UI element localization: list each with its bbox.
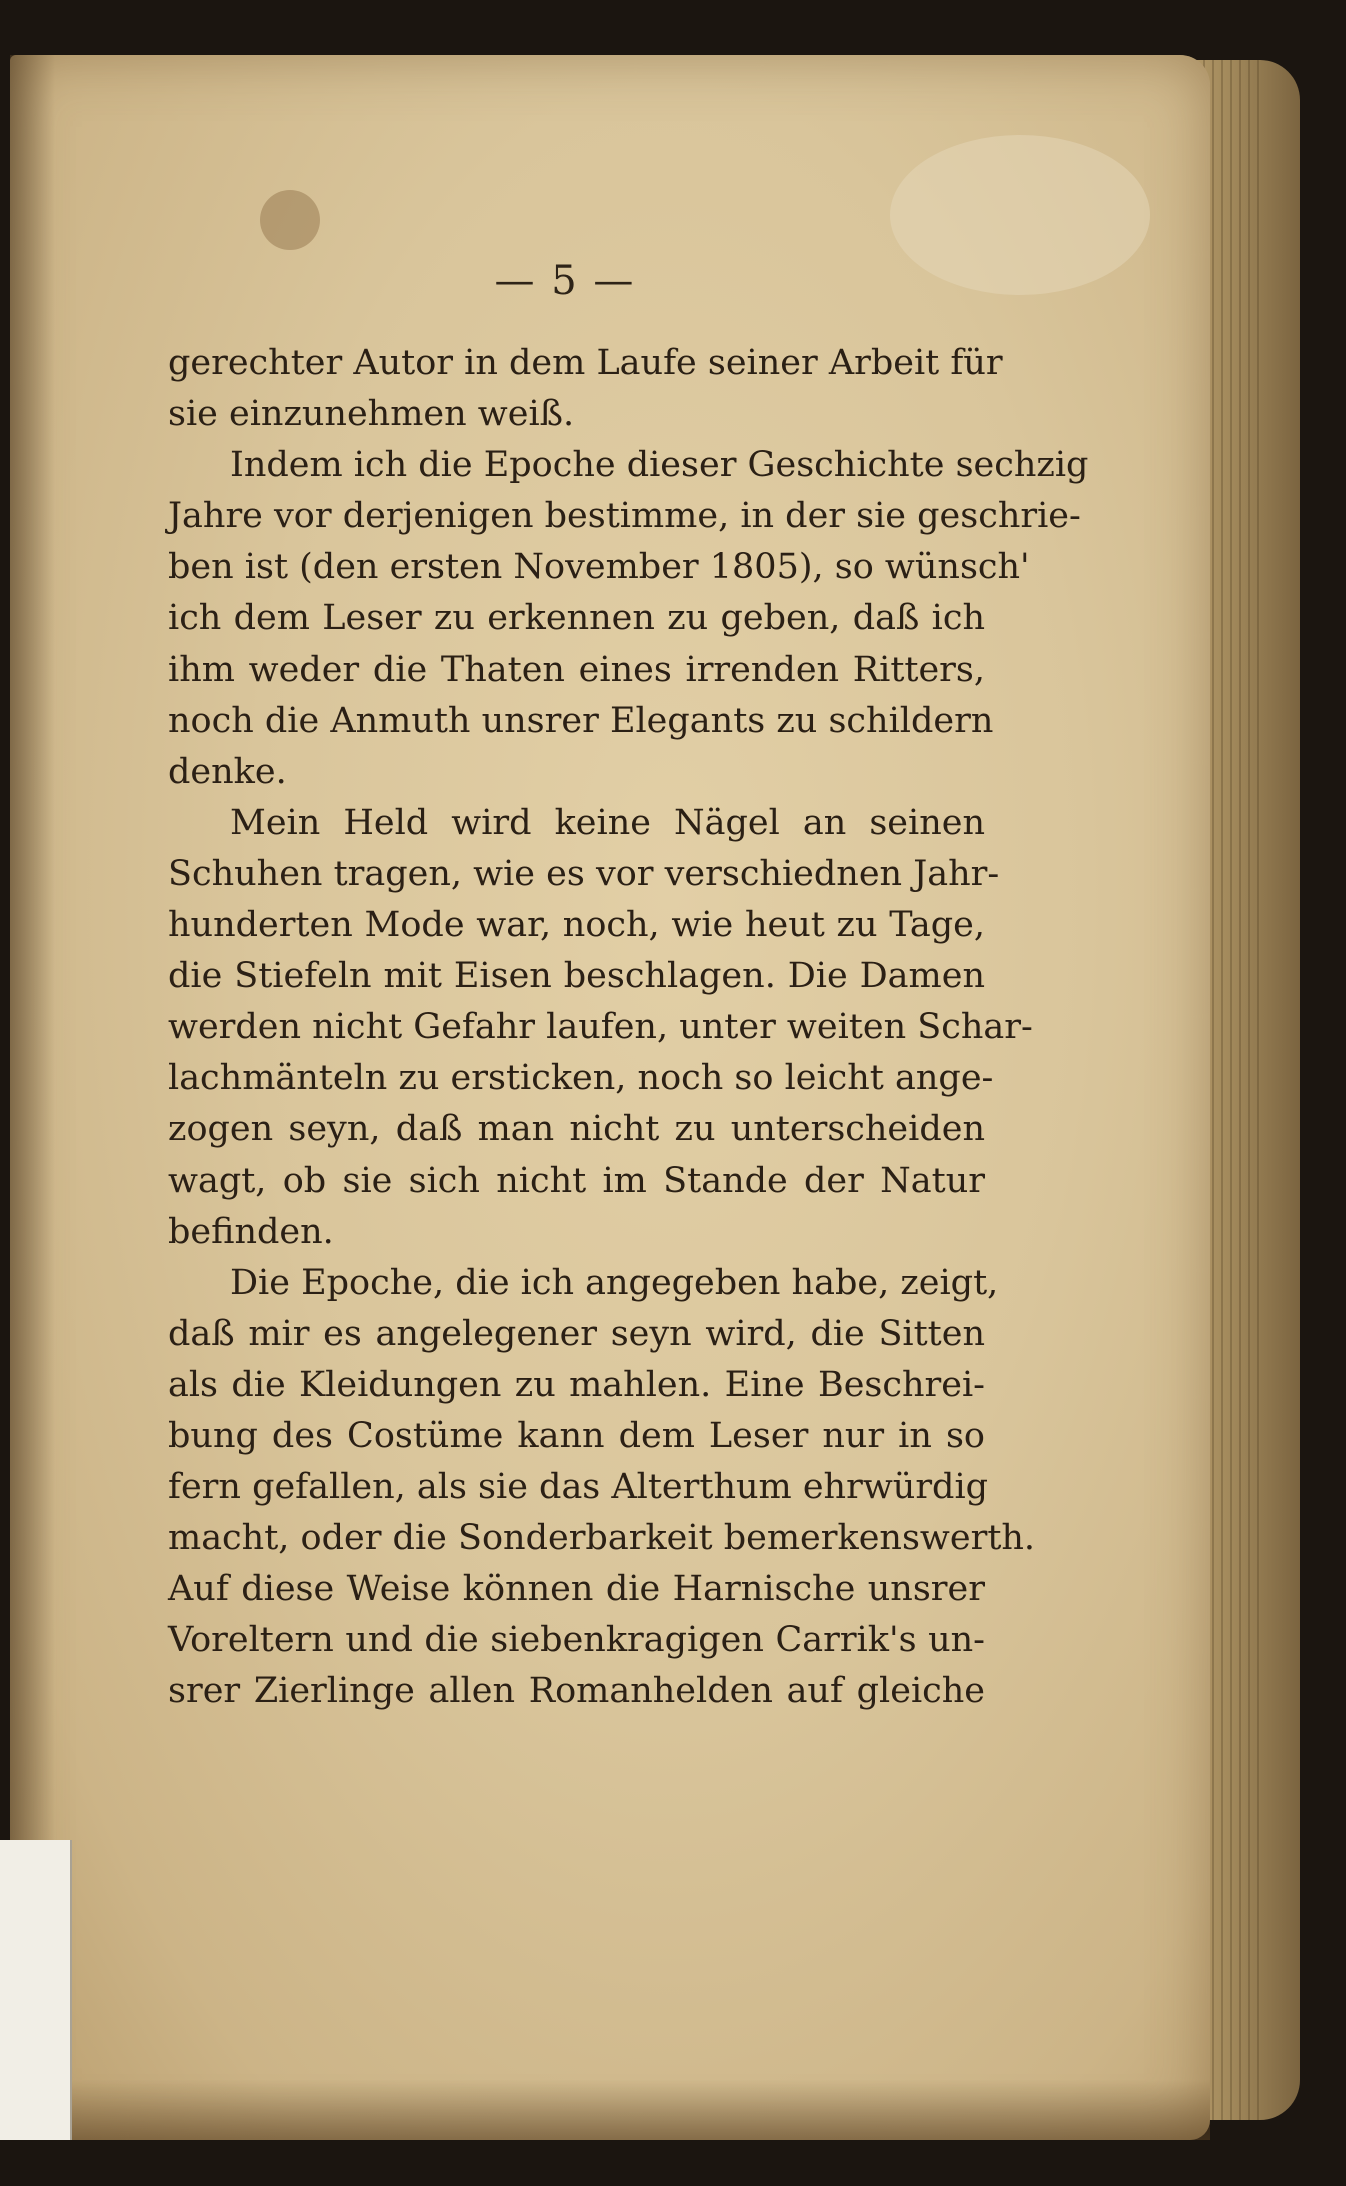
text-line: als die Kleidungen zu mahlen. Eine Beschrei-: [168, 1364, 985, 1405]
ink-stain: [260, 190, 320, 250]
page-gutter: [10, 55, 55, 2140]
text-line: gerechter Autor in dem Laufe seiner Arbeit für: [168, 343, 1003, 383]
text-line: denke.: [168, 751, 287, 792]
text-line: srer Zierlinge allen Romanhelden auf gleiche: [168, 1671, 985, 1712]
text-line: Indem ich die Epoche dieser Geschichte sechzig: [230, 445, 1089, 486]
text-line: macht, oder die Sonderbarkeit bemerkenswerth.: [168, 1518, 1036, 1559]
text-line: ben ist (den ersten November 1805), so wünsch': [168, 547, 1030, 588]
text-line: daß mir es angelegener seyn wird, die Sitten: [168, 1313, 985, 1354]
text-line: ihm weder die Thaten eines irrenden Ritters,: [168, 649, 985, 690]
text-line: zogen seyn, daß man nicht zu unterscheiden: [168, 1109, 985, 1150]
text-line: ich dem Leser zu erkennen zu geben, daß ich: [168, 598, 985, 639]
text-line: Jahre vor derjenigen bestimme, in der sie geschrie-: [168, 496, 1081, 537]
text-line: Voreltern und die siebenkragigen Carrik's un-: [168, 1620, 985, 1661]
text-line: hunderten Mode war, noch, wie heut zu Tage,: [168, 905, 985, 946]
library-label-strip: [0, 1840, 72, 2140]
text-line: wagt, ob sie sich nicht im Stande der Natur: [168, 1160, 985, 1201]
text-line: Schuhen tragen, wie es vor verschiednen Jahr-: [168, 853, 1000, 894]
text-line: bung des Costüme kann dem Leser nur in so: [168, 1415, 985, 1456]
text-line: lachmänteln zu ersticken, noch so leicht ange-: [168, 1058, 994, 1099]
text-line: die Stiefeln mit Eisen beschlagen. Die Damen: [168, 956, 985, 997]
page-bottom-edge: [10, 2080, 1210, 2140]
text-line: Mein Held wird keine Nägel an seinen: [230, 802, 985, 843]
text-line: Auf diese Weise können die Harnische unsrer: [168, 1569, 985, 1610]
text-line: befinden.: [168, 1211, 334, 1252]
text-line: sie einzunehmen weiß.: [168, 394, 575, 435]
text-line: noch die Anmuth unsrer Elegants zu schildern: [168, 700, 994, 741]
text-line: Die Epoche, die ich angegeben habe, zeigt,: [230, 1262, 999, 1303]
page-number: — 5 —: [494, 258, 636, 304]
page-text: [168, 338, 1089, 1718]
text-line: fern gefallen, als sie das Alterthum ehrwürdig: [168, 1467, 989, 1508]
text-line: werden nicht Gefahr laufen, unter weiten Schar-: [168, 1007, 1033, 1048]
